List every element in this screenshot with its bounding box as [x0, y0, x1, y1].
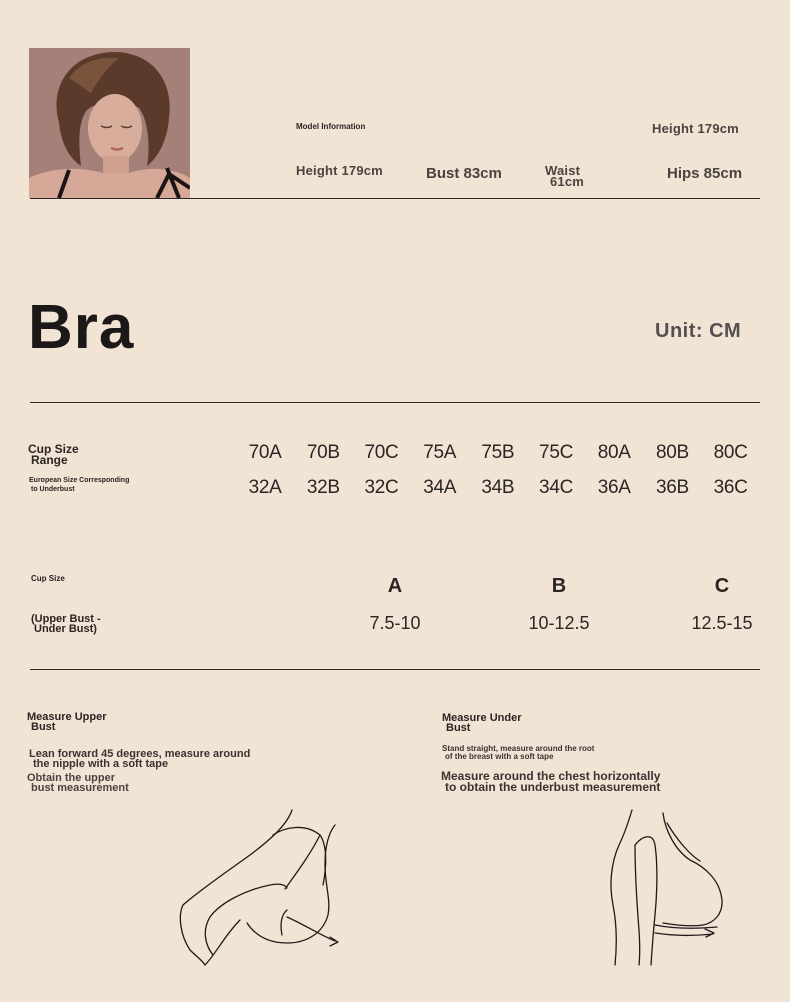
measure-upper-result-line2: bust measurement — [31, 782, 129, 794]
size-cell: 36A — [597, 477, 631, 498]
size-cell: 75A — [423, 442, 457, 463]
measure-under-title-line2: Bust — [446, 722, 471, 734]
upper-bust-illustration — [175, 805, 355, 970]
model-waist — [545, 165, 584, 187]
cup-head-b: B — [551, 575, 567, 597]
measure-upper-title — [27, 712, 106, 732]
size-cell: 32A — [248, 477, 282, 498]
european-size-label — [29, 476, 129, 494]
model-waist-label: Waist — [545, 163, 581, 178]
model-bust: Bust 83cm — [426, 165, 502, 182]
measure-under-title-line1: Measure Under — [442, 712, 522, 724]
measure-upper-instruction-line2: the nipple with a soft tape — [33, 758, 169, 770]
unit-label: Unit: CM — [655, 320, 742, 342]
cup-head-c: C — [714, 575, 730, 597]
upper-minus-under-line1: (Upper Bust - — [31, 613, 101, 625]
size-cell: 80B — [655, 442, 689, 463]
cup-head-a: A — [387, 575, 403, 597]
size-cell: 32B — [306, 477, 340, 498]
measure-upper-instruction — [29, 749, 250, 769]
divider-cup — [30, 669, 760, 670]
measure-upper-result — [27, 773, 129, 793]
size-cell: 75B — [481, 442, 515, 463]
measure-under-instruction-line2: of the breast with a soft tape — [445, 752, 554, 761]
measure-under-result — [441, 771, 660, 793]
measure-under-result-line2: to obtain the underbust measurement — [445, 780, 661, 794]
size-cell: 70C — [364, 442, 399, 463]
size-cell: 70A — [248, 442, 282, 463]
cup-size-range-line2: Range — [31, 453, 68, 467]
european-size-line1: European Size Corresponding — [29, 477, 130, 484]
measure-upper-title-line2: Bust — [31, 721, 56, 733]
size-cell: 75C — [539, 442, 574, 463]
european-size-line2: to Underbust — [31, 486, 75, 493]
model-hips: Hips 85cm — [667, 165, 743, 182]
under-bust-illustration — [605, 805, 735, 970]
model-photo — [29, 48, 190, 198]
measure-upper-instruction-line1: Lean forward 45 degrees, measure around — [29, 748, 251, 760]
measure-under-instruction — [442, 745, 594, 761]
size-cell: 70B — [306, 442, 340, 463]
model-portrait-image — [29, 48, 190, 198]
size-cell: 32C — [364, 477, 399, 498]
measure-under-result-line1: Measure around the chest horizontally — [441, 769, 661, 783]
cup-value-c: 12.5-15 — [691, 613, 753, 633]
size-cell: 34A — [423, 477, 457, 498]
size-row-1 — [236, 442, 760, 464]
measure-under-title — [442, 713, 521, 733]
size-cell: 36C — [713, 477, 748, 498]
measure-upper-result-line1: Obtain the upper — [27, 772, 115, 784]
size-row-2 — [236, 477, 760, 499]
cup-size-range-line1: Cup Size — [28, 442, 79, 456]
size-cell: 80A — [597, 442, 631, 463]
cup-size-range-label — [28, 444, 79, 466]
measure-upper-title-line1: Measure Upper — [27, 711, 107, 723]
model-waist-value: 61cm — [550, 174, 585, 189]
divider-title — [30, 402, 760, 403]
model-info-label: Model Information — [296, 122, 366, 131]
upper-minus-under-label — [31, 614, 101, 634]
divider-model — [30, 198, 760, 199]
size-cell: 80C — [713, 442, 748, 463]
cup-size-label: Cup Size — [31, 574, 65, 583]
size-cell: 34B — [481, 477, 515, 498]
cup-value-b: 10-12.5 — [528, 613, 590, 633]
size-cell: 34C — [539, 477, 574, 498]
model-height-top: Height 179cm — [652, 121, 739, 136]
size-cell: 36B — [655, 477, 689, 498]
upper-minus-under-line2: Under Bust) — [34, 623, 97, 635]
model-height: Height 179cm — [296, 163, 383, 178]
measure-under-instruction-line1: Stand straight, measure around the root — [442, 744, 595, 753]
page-title: Bra — [28, 293, 135, 362]
cup-value-a: 7.5-10 — [369, 613, 421, 633]
